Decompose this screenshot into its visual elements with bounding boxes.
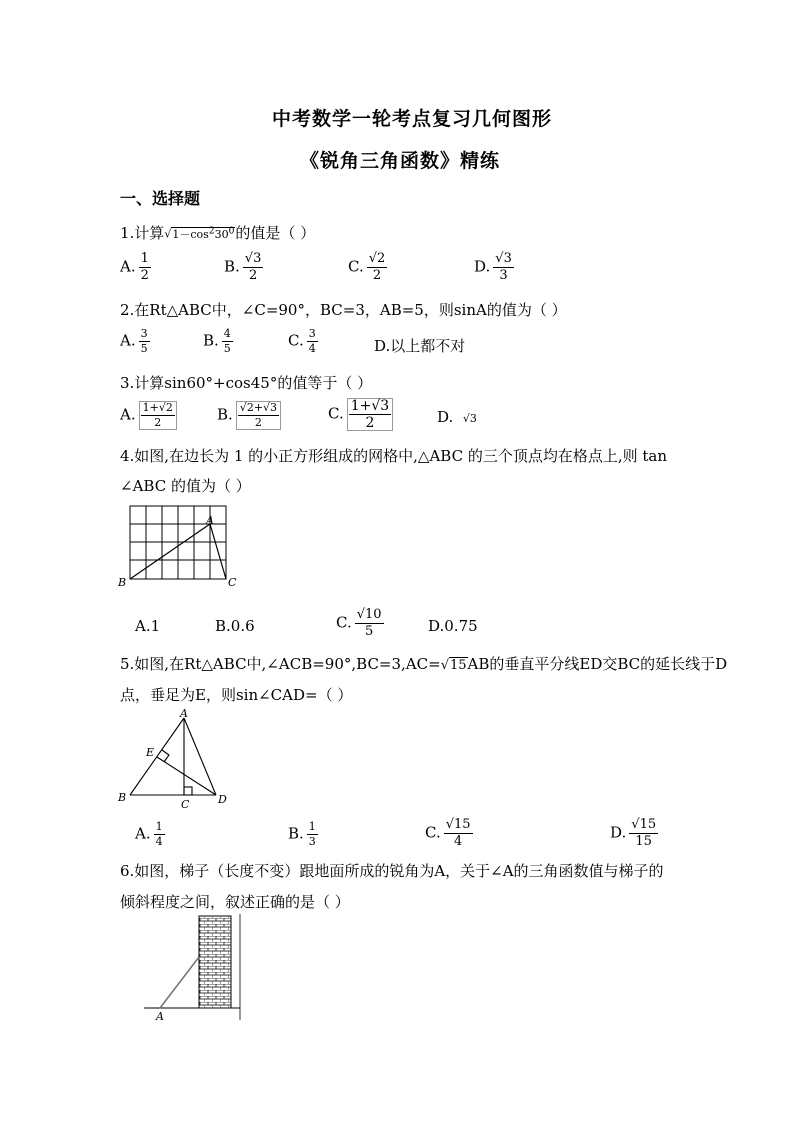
title-line-2: 《锐角三角函数》精练 — [300, 150, 501, 172]
question-3: 3.计算sin60°+cos45°的值等于（ ） — [120, 374, 373, 392]
question-6-line-1: 6.如图，梯子（长度不变）跟地面所成的锐角为A，关于∠A的三角函数值与梯子的 — [120, 862, 664, 880]
q4-option-a[interactable]: A.1 — [135, 617, 161, 635]
q5-label-a: A — [180, 707, 188, 720]
question-4-line-2: ∠ABC 的值为（ ） — [120, 477, 251, 495]
question-5-line-2: 点，垂足为E，则sin∠CAD=（ ） — [120, 686, 353, 704]
q6-label-a: A — [156, 1010, 164, 1023]
q3-option-d[interactable]: D. √3 — [437, 408, 477, 426]
question-1: 1.计算$√1-\cos^230^0$的值是（ ） — [120, 224, 316, 242]
question-6-line-2: 倾斜程度之间，叙述正确的是（ ） — [120, 893, 350, 911]
question-2: 2.在Rt△ABC中，∠C=90°，BC=3，AB=5，则sinA的值为（ ） — [120, 301, 567, 319]
q5-label-e: E — [146, 746, 155, 759]
q4-label-b: B — [118, 576, 127, 589]
q2-option-a[interactable]: A. $\frac{3}{5}$ — [120, 327, 148, 355]
q5-label-d: D — [218, 793, 227, 806]
q5-label-b: B — [118, 791, 127, 804]
title-line-1: 中考数学一轮考点复习几何图形 — [272, 108, 553, 130]
q1-option-d[interactable]: D. $\frac{√3}{3}$ — [474, 251, 512, 283]
q1-option-b[interactable]: B. $\frac{√3}{2}$ — [224, 251, 262, 283]
q4-label-a: A — [206, 514, 214, 527]
q4-option-b[interactable]: B.0.6 — [215, 617, 255, 635]
q4-label-c: C — [228, 576, 237, 589]
q3-option-a[interactable]: A. $\frac{1+√2}{2}$ — [120, 401, 177, 430]
q5-option-c[interactable]: C. $\frac{√15}{4}$ — [425, 817, 471, 849]
q1-option-c[interactable]: C. $\frac{√2}{2}$ — [348, 251, 386, 283]
q3-option-c[interactable]: C. $\frac{1+√3}{2}$ — [328, 398, 393, 431]
q5-triangle-figure — [116, 706, 236, 810]
q6-ladder-figure — [140, 912, 246, 1024]
q4-option-d[interactable]: D.0.75 — [428, 617, 478, 635]
q2-option-b[interactable]: B. $\frac{4}{5}$ — [203, 327, 231, 355]
q4-option-c[interactable]: C. $\frac{√10}{5}$ — [336, 607, 382, 639]
question-4-line-1: 4.如图,在边长为 1 的小正方形组成的网格中,△ABC 的三个顶点均在格点上,则 tan — [120, 447, 668, 465]
q5-option-d[interactable]: D. $\frac{√15}{15}$ — [610, 817, 657, 849]
q5-label-c: C — [181, 798, 190, 810]
question-5-line-1: 5.如图,在Rt△ABC中,∠ACB=90°,BC=3,AC=√15AB的垂直平分线ED交BC的延长线于D — [120, 655, 728, 673]
q3-option-b[interactable]: B. $\frac{√2+√3}{2}$ — [217, 401, 281, 430]
q5-option-a[interactable]: A. $\frac{1}{4}$ — [135, 820, 163, 848]
sqrt-expression: $√1-\cos^230^0$ — [164, 225, 235, 241]
q2-option-d[interactable]: D.以上都不对 — [374, 337, 466, 355]
q2-option-c[interactable]: C. $\frac{3}{4}$ — [288, 327, 316, 355]
q1-option-a[interactable]: A. $\frac{1}{2}$ — [120, 251, 149, 283]
section-heading: 一、选择题 — [120, 189, 201, 208]
q4-grid-figure — [116, 504, 242, 600]
q5-option-b[interactable]: B. $\frac{1}{3}$ — [288, 820, 316, 848]
